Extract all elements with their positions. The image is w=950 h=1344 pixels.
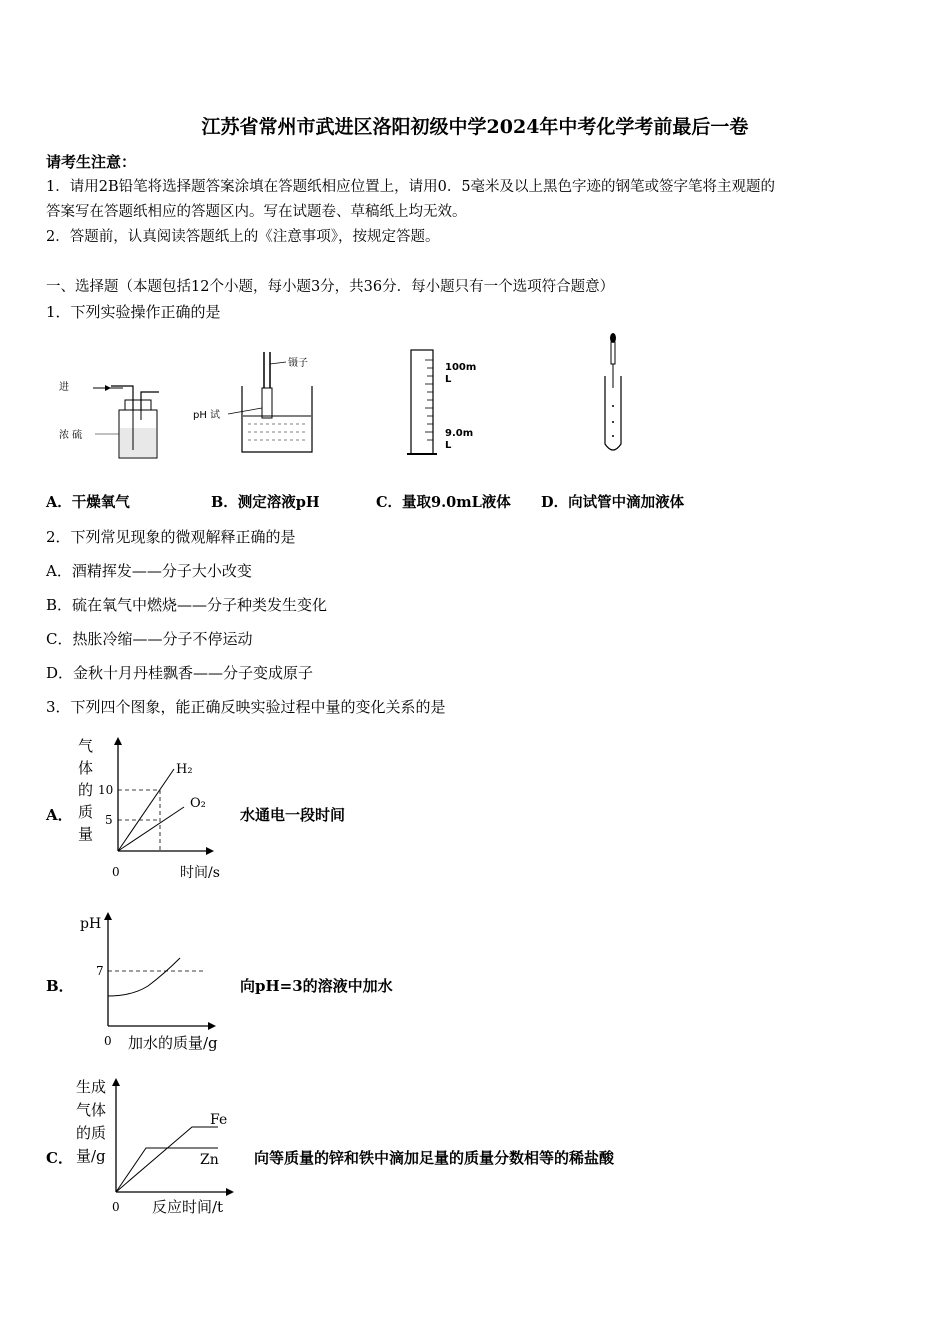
graph-c-xlabel: 反应时间/t — [152, 1198, 224, 1216]
q3-option-c-desc: 向等质量的锌和铁中滴加足量的质量分数相等的稀盐酸 — [254, 1149, 615, 1167]
q2-option-b: B．硫在氧气中燃烧——分子种类发生变化 — [46, 596, 328, 614]
section-heading: 一、选择题（本题包括12个小题，每小题3分，共36分．每小题只有一个选项符合题意） — [46, 279, 615, 295]
fig-label-tweezers: 镊子 — [288, 358, 308, 369]
cyl-label-top: 100m — [445, 362, 477, 373]
q3-option-a-desc: 水通电一段时间 — [240, 806, 346, 824]
notice-heading: 请考生注意： — [46, 153, 137, 171]
graph-c-zn: Zn — [200, 1152, 219, 1168]
q1-figure-drying-bottle — [55, 370, 165, 462]
notice-line2: 2．答题前，认真阅读答题纸上的《注意事项》，按规定答题。 — [46, 229, 440, 245]
graph-b-xlabel: 加水的质量/g — [128, 1034, 218, 1052]
graph-c-ylabel-0: 生成 — [76, 1078, 107, 1096]
graph-b-origin: 0 — [104, 1034, 112, 1048]
q3-option-c-letter: C． — [46, 1149, 73, 1167]
q1-option-b: B．测定溶液pH — [211, 494, 320, 511]
graph-a-ylabel-2: 的 — [78, 781, 94, 799]
graph-a-h2: H₂ — [176, 762, 193, 777]
graph-a-y10: 10 — [98, 783, 114, 797]
graph-c-ylabel-2: 的质 — [76, 1124, 107, 1142]
q3-graph-a — [72, 733, 237, 885]
graph-c-fe: Fe — [210, 1112, 228, 1128]
q3-option-b-desc: 向pH=3的溶液中加水 — [240, 977, 393, 995]
notice-line1: 1．请用2B铅笔将选择题答案涂填在答题纸相应位置上，请用0．5毫米及以上黑色字迹的钢笔或签字笔将主观题的 — [46, 179, 776, 195]
graph-a-xlabel: 时间/s — [180, 865, 220, 881]
q1-option-c: C．量取9.0mL液体 — [376, 494, 511, 511]
graph-a-ylabel-0: 气 — [78, 737, 94, 755]
q3-option-a-letter: A． — [46, 806, 73, 824]
graph-c-ylabel-3: 量/g — [76, 1147, 106, 1165]
q1-stem: 1．下列实验操作正确的是 — [46, 303, 221, 321]
graph-b-y7: 7 — [96, 964, 104, 978]
graph-a-o2: O₂ — [190, 796, 206, 811]
fig-label-in: 进 — [59, 382, 69, 393]
q3-stem: 3．下列四个图象，能正确反映实验过程中量的变化关系的是 — [46, 698, 446, 716]
q1-option-a: A．干燥氧气 — [46, 494, 130, 511]
cyl-label-top-unit: L — [445, 374, 452, 385]
q2-option-d: D．金秋十月丹桂飘香——分子变成原子 — [46, 664, 314, 682]
q1-figure-cylinder — [405, 346, 515, 458]
notice-line1b: 答案写在答题纸相应的答题区内。写在试题卷、草稿纸上均无效。 — [46, 204, 467, 220]
page-title: 江苏省常州市武进区洛阳初级中学2024年中考化学考前最后一卷 — [201, 116, 749, 138]
q3-option-b-letter: B． — [46, 977, 74, 995]
q1-figure-test-tube — [595, 330, 635, 458]
graph-c-ylabel-1: 气体 — [76, 1101, 107, 1119]
graph-a-origin: 0 — [112, 865, 120, 879]
q3-graph-b — [72, 908, 237, 1058]
fig-label-paper: pH 试 — [193, 410, 221, 421]
q1-option-d: D．向试管中滴加液体 — [541, 494, 685, 511]
cyl-label-bottom-unit: L — [445, 440, 452, 451]
graph-a-ylabel-4: 量 — [78, 825, 94, 843]
q2-option-a: A．酒精挥发——分子大小改变 — [46, 562, 252, 580]
cyl-label-bottom: 9.0m — [445, 428, 474, 439]
graph-a-ylabel-3: 质 — [78, 803, 94, 821]
q2-stem: 2．下列常见现象的微观解释正确的是 — [46, 528, 296, 546]
graph-a-ylabel-1: 体 — [78, 759, 94, 777]
q1-figure-ph-test — [190, 348, 320, 460]
fig-label-acid: 浓 硫 — [59, 430, 83, 441]
graph-b-ylabel: pH — [80, 916, 102, 932]
q3-graph-c — [72, 1072, 242, 1220]
q2-option-c: C．热胀冷缩——分子不停运动 — [46, 630, 253, 648]
graph-a-y5: 5 — [105, 813, 113, 827]
graph-c-origin: 0 — [112, 1200, 120, 1214]
